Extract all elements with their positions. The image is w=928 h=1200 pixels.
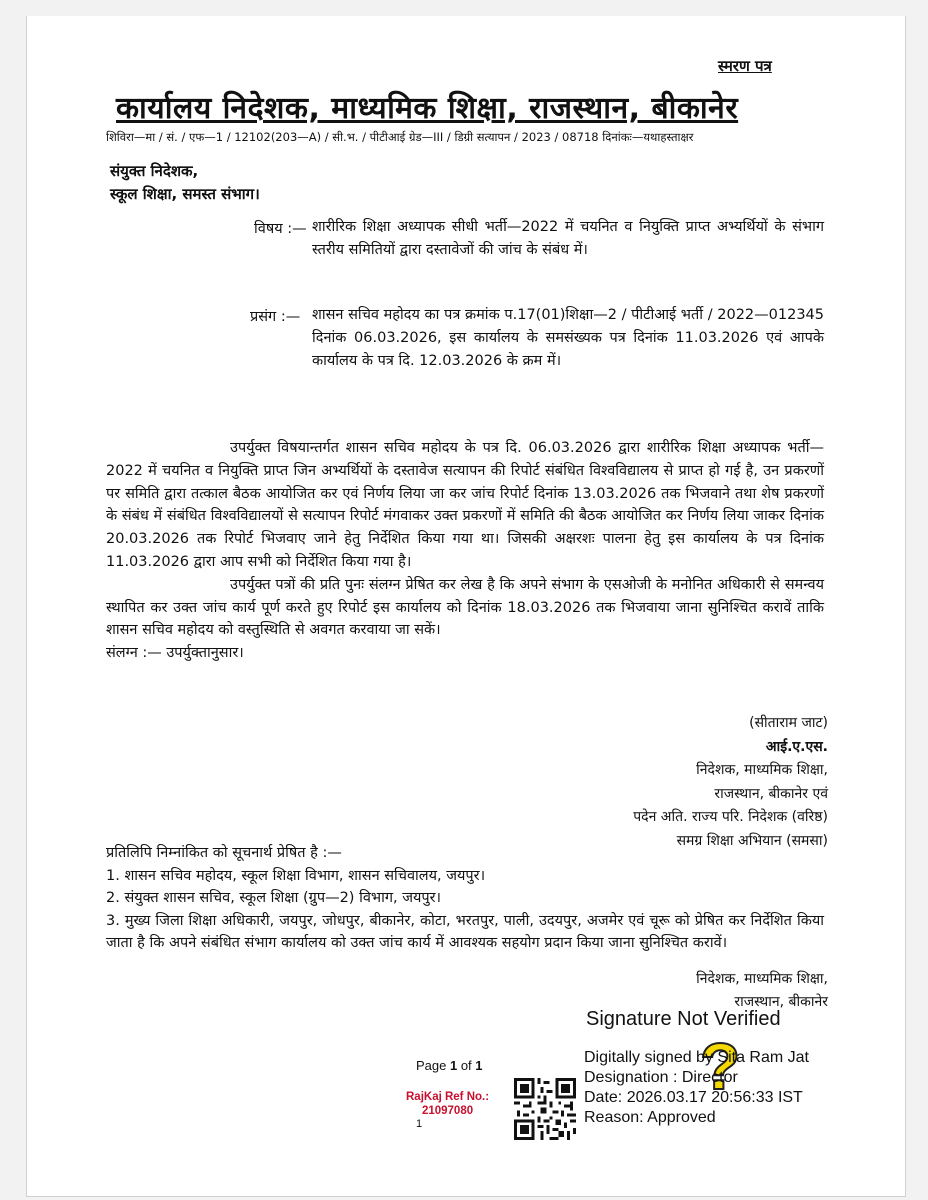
body-paragraph: उपर्युक्त विषयान्तर्गत शासन सचिव महोदय के पत्र दि. 06.03.2026 द्वारा शारीरिक शिक्षा अध्यापक भर्ती—2022 में चयनित व नियुक्ति प्राप्त जिन अभ्यर्थियों के दस्तावेज सत्यापन की रिपोर्ट संबंधित विश्वविद्यालय से प्राप्त हो गई है, उन प्रकरणों पर समिति द्वारा तत्काल बैठक आयोजित कर एवं निर्णय लिया जा कर जांच रिपोर्ट दिनांक 13.03.2026 तक भिजवाने तथा शेष प्रकरणों के संबंध में संबंधित विश्वविद्यालयों से सत्यापन रिपोर्ट मंगवाकर उक्त प्रकरणों में समिति की बैठक आयोजित कर निर्णय लिया जाकर दिनांक 20.03.2026 तक रिपोर्ट भिजवाए जाने हेतु निर्देशित किया गया था। जिसकी अक्षरशः पालना हेतु इस कार्यालय के पत्र दिनांक 11.03.2026 द्वारा आप सभी को निर्देशित किया गया है।: [106, 440, 824, 570]
copy-item: 3. मुख्य जिला शिक्षा अधिकारी, जयपुर, जोधपुर, बीकानेर, कोटा, भरतपुर, पाली, उदयपुर, अजमेर एवं चूरू को प्रेषित कर निर्देशित किया जाता है कि अपने संबंधित संभाग कार्यालय को उक्त जांच कार्य में आवश्यक सहयोग प्रदान किया जाना सुनिश्चित करावें।: [106, 912, 824, 951]
signatory-name: (सीताराम जाट): [749, 715, 828, 731]
enclosure-line: संलग्न :— उपर्युक्तानुसार।: [106, 645, 244, 662]
copy-list: [106, 842, 824, 955]
addressee-line: संयुक्त निदेशक,: [110, 162, 199, 180]
rajkaj-ref: [406, 1090, 489, 1118]
rajkaj-label: RajKaj Ref No.:: [406, 1091, 490, 1103]
page-prefix: Page: [416, 1058, 450, 1073]
signatory-designation: पदेन अति. राज्य परि. निदेशक (वरिष्ठ): [633, 809, 828, 825]
footer-signatory-line: निदेशक, माध्यमिक शिक्षा,: [696, 971, 828, 987]
subject-label: विषय :—: [254, 221, 307, 237]
signatory-designation: निदेशक, माध्यमिक शिक्षा,: [696, 762, 828, 778]
signatory-service: आई.ए.एस.: [765, 738, 828, 755]
footer-signatory-line: राजस्थान, बीकानेर: [734, 994, 828, 1010]
signatory-block: [633, 712, 828, 853]
office-title: कार्यालय निदेशक, माध्यमिक शिक्षा, राजस्थान, बीकानेर: [116, 91, 739, 126]
page-current: 1: [449, 1058, 458, 1073]
copy-item: 2. संयुक्त शासन सचिव, स्कूल शिक्षा (ग्रुप—2) विभाग, जयपुर।: [106, 890, 442, 906]
page-number: [416, 1058, 483, 1073]
letter-body: [106, 437, 824, 665]
signatory-designation: राजस्थान, बीकानेर एवं: [714, 785, 828, 802]
body-paragraph: उपर्युक्त पत्रों की प्रति पुनः संलग्न प्रेषित कर लेख है कि अपने संभाग के एसओजी के मनोनित अधिकारी से समन्वय स्थापित कर उक्त जांच कार्य पूर्ण करते हुए रिपोर्ट इस कार्यालय को दिनांक 18.03.2026 तक भिजवाया जाना सुनिश्चित करावें ताकि शासन सचिव महोदय को वस्तुस्थिति से अवगत करवाया जा सकें।: [106, 576, 824, 639]
page-total: 1: [475, 1058, 483, 1073]
reference-line: शिविरा—मा / सं. / एफ—1 / 12102(203—A) / सी.भ. / पीटीआई ग्रेड—III / डिग्री सत्यापन / 2023 / 08718 दिनांकः—यथाहस्ताक्षर: [106, 130, 694, 144]
subject-text: शारीरिक शिक्षा अध्यापक सीधी भर्ती—2022 में चयनित व नियुक्ति प्राप्त अभ्यर्थियों के संभाग स्तरीय समितियों द्वारा दस्तावेजों की जांच के संबंध में।: [312, 219, 824, 258]
addressee: [110, 160, 260, 206]
prasang-text: शासन सचिव महोदय का पत्र क्रमांक प.17(01)शिक्षा—2 / पीटीआई भर्ती / 2022—012345 दिनांक 06.03.2026, इस कार्यालय के समसंख्यक पत्र दिनांक 11.03.2026 एवं आपके कार्यालय के पत्र दि. 12.03.2026 के क्रम में।: [312, 307, 824, 369]
signature-status: Signature Not Verified: [586, 1008, 781, 1030]
copy-intro: प्रतिलिपि निम्नांकित को सूचनार्थ प्रेषित है :—: [106, 845, 342, 861]
bottom-number: 1: [416, 1118, 423, 1130]
signature-date: Date: 2026.03.17 20:56:33 IST: [584, 1089, 803, 1106]
signature-designation: Designation : Director: [584, 1069, 738, 1086]
signatory-designation: समग्र शिक्षा अभियान (समसा): [676, 832, 828, 849]
signature-reason: Reason: Approved: [584, 1109, 716, 1126]
digital-signature-details: [584, 1048, 809, 1128]
prasang-label: प्रसंग :—: [250, 309, 301, 325]
smaran-patra-label: स्मरण पत्र: [718, 57, 772, 75]
qr-code-icon: [514, 1078, 576, 1140]
question-mark-icon: ?: [700, 1029, 741, 1103]
rajkaj-number: 21097080: [421, 1105, 474, 1117]
page-of: of: [457, 1058, 476, 1073]
signature-signed-by: Digitally signed by Sita Ram Jat: [584, 1049, 809, 1066]
addressee-line: स्कूल शिक्षा, समस्त संभाग।: [110, 185, 260, 203]
copy-item: 1. शासन सचिव महोदय, स्कूल शिक्षा विभाग, शासन सचिवालय, जयपुर।: [106, 867, 486, 884]
